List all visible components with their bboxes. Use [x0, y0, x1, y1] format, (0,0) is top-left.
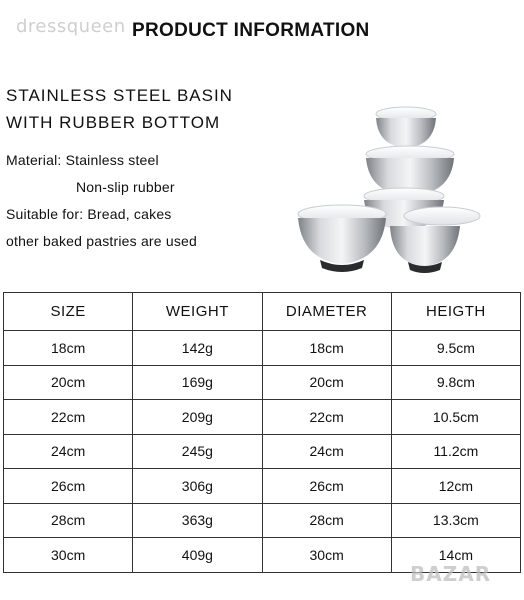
header-height: HEIGTH: [391, 293, 520, 331]
size-spec-table: [3, 292, 521, 573]
cell-size: 20cm: [4, 365, 133, 400]
cell-weight: 245g: [133, 434, 262, 469]
table-row: [4, 331, 521, 366]
table-row: [4, 434, 521, 469]
cell-height: 12cm: [391, 469, 520, 504]
table-row: [4, 400, 521, 435]
cell-height: 9.5cm: [391, 331, 520, 366]
product-heading-line-1: STAINLESS STEEL BASIN: [6, 86, 233, 105]
product-heading-line-2: WITH RUBBER BOTTOM: [6, 113, 221, 132]
page-title: PRODUCT INFORMATION: [132, 20, 370, 41]
cell-weight: 409g: [133, 538, 262, 573]
cell-size: 24cm: [4, 434, 133, 469]
cell-weight: 209g: [133, 400, 262, 435]
cell-height: 13.3cm: [391, 503, 520, 538]
cell-diameter: 24cm: [262, 434, 391, 469]
cell-diameter: 22cm: [262, 400, 391, 435]
table-row: [4, 503, 521, 538]
cell-diameter: 18cm: [262, 331, 391, 366]
table-row: [4, 469, 521, 504]
header-weight: WEIGHT: [133, 293, 262, 331]
suitable-spec: Suitable for: Bread, cakes: [6, 206, 172, 222]
table-row: [4, 365, 521, 400]
cell-size: 30cm: [4, 538, 133, 573]
cell-weight: 306g: [133, 469, 262, 504]
header-diameter: DIAMETER: [262, 293, 391, 331]
cell-weight: 142g: [133, 331, 262, 366]
cell-diameter: 30cm: [262, 538, 391, 573]
header-size: SIZE: [4, 293, 133, 331]
cell-size: 18cm: [4, 331, 133, 366]
cell-size: 22cm: [4, 400, 133, 435]
cell-height: 11.2cm: [391, 434, 520, 469]
cell-height: 10.5cm: [391, 400, 520, 435]
cell-height: 9.8cm: [391, 365, 520, 400]
cell-diameter: 26cm: [262, 469, 391, 504]
material-spec-extra: Non-slip rubber: [76, 179, 175, 195]
suitable-spec-extra: other baked pastries are used: [6, 233, 198, 249]
cell-diameter: 20cm: [262, 365, 391, 400]
cell-height: 14cm: [391, 538, 520, 573]
cell-weight: 363g: [133, 503, 262, 538]
bowls-product-image: [292, 98, 488, 282]
cell-size: 26cm: [4, 469, 133, 504]
cell-weight: 169g: [133, 365, 262, 400]
bazar-logo: BAZAR: [410, 562, 492, 586]
material-spec: Material: Stainless steel: [6, 152, 159, 168]
cell-size: 28cm: [4, 503, 133, 538]
table-header-row: [4, 293, 521, 331]
cell-diameter: 28cm: [262, 503, 391, 538]
watermark-text: dressqueen: [16, 16, 126, 37]
